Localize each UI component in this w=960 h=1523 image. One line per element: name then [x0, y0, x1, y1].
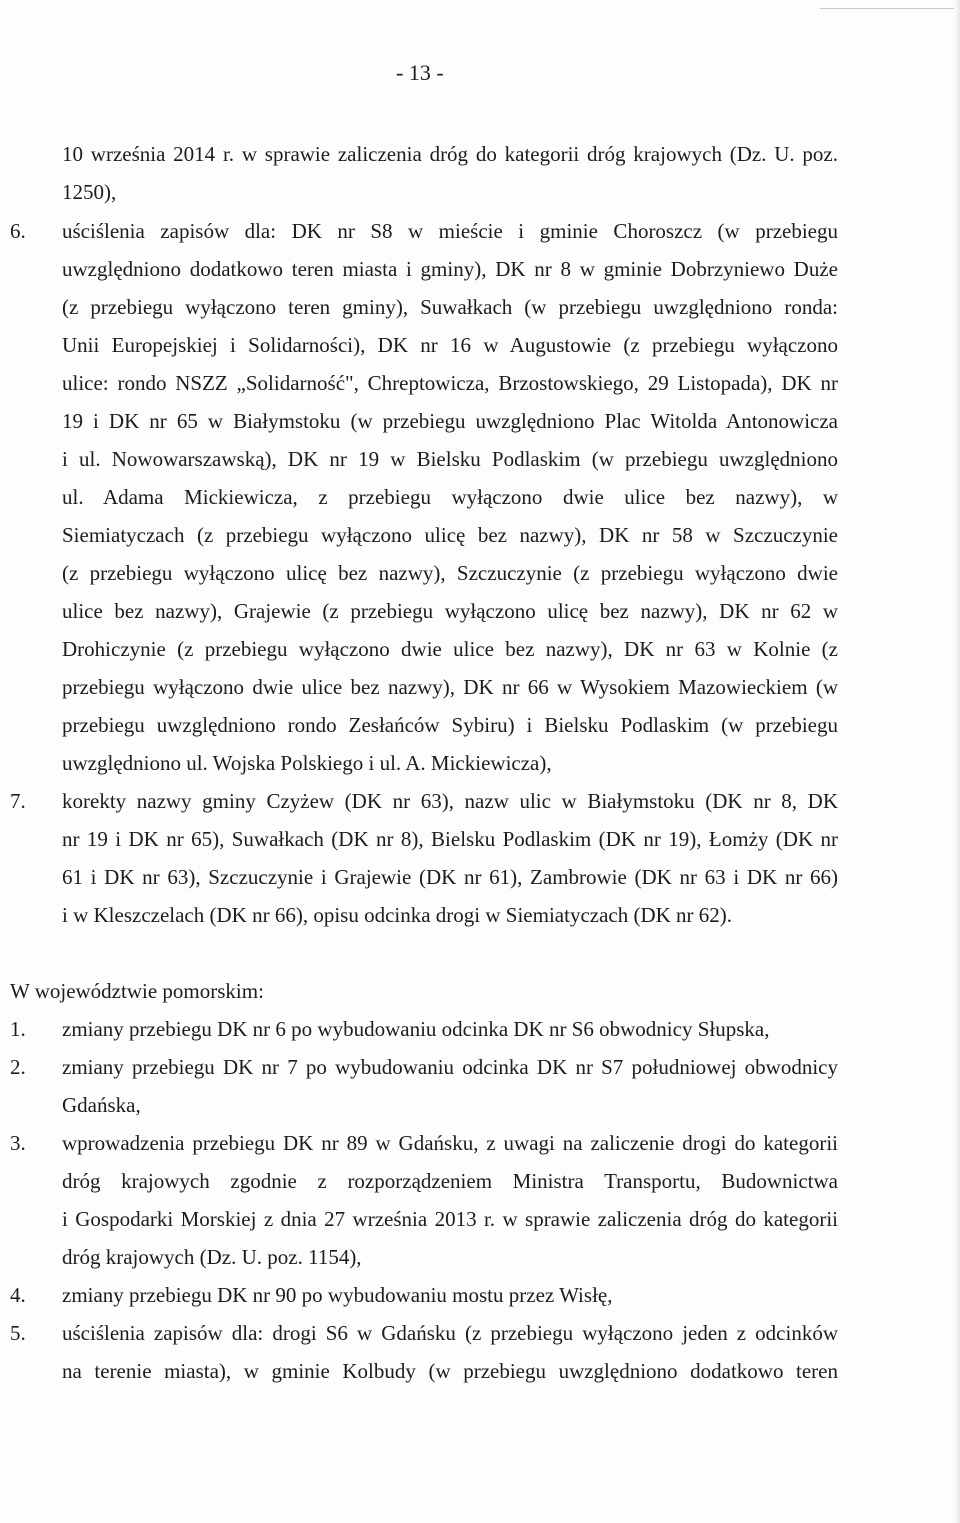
text-line: korekty nazwy gminy Czyżew (DK nr 63), nazw ulic w Białymstoku (DK nr 8, DK — [62, 789, 838, 813]
text-line: ulice: rondo NSZZ „Solidarność", Chreptowicza, Brzostowskiego, 29 Listopada), DK nr — [62, 371, 838, 395]
scan-edge-shadow — [954, 0, 960, 1523]
text-line: Unii Europejskiej i Solidarności), DK nr 16 w Augustowie (z przebiegu wyłączono — [62, 333, 838, 357]
text-line: zmiany przebiegu DK nr 7 po wybudowaniu odcinka DK nr S7 południowej obwodnicy — [62, 1055, 838, 1079]
list-item-number: 1. — [10, 1017, 26, 1041]
list-item-number: 2. — [10, 1055, 26, 1079]
text-line: (z przebiegu wyłączono teren gminy), Suwałkach (w przebiegu uwzględniono ronda: — [62, 295, 838, 319]
top-edge-rule — [820, 8, 960, 9]
text-line: ul. Adama Mickiewicza, z przebiegu wyłączono dwie ulice bez nazwy), w — [62, 485, 838, 509]
text-line: uwzględniono ul. Wojska Polskiego i ul. A. Mickiewicza), — [62, 751, 552, 775]
text-line: przebiegu wyłączono dwie ulice bez nazwy), DK nr 66 w Wysokiem Mazowieckiem (w — [62, 675, 838, 699]
text-line: Drohiczynie (z przebiegu wyłączono dwie ulice bez nazwy), DK nr 63 w Kolnie (z — [62, 637, 838, 661]
text-line: nr 19 i DK nr 65), Suwałkach (DK nr 8), Bielsku Podlaskim (DK nr 19), Łomży (DK nr — [62, 827, 838, 851]
text-line: wprowadzenia przebiegu DK nr 89 w Gdańsku, z uwagi na zaliczenie drogi do kategorii — [62, 1131, 838, 1155]
text-line: 19 i DK nr 65 w Białymstoku (w przebiegu uwzględniono Plac Witolda Antonowicza — [62, 409, 838, 433]
text-line: dróg krajowych zgodnie z rozporządzeniem Ministra Transportu, Budownictwa — [62, 1169, 838, 1193]
text-line: 1250), — [62, 180, 117, 204]
list-item-number: 4. — [10, 1283, 26, 1307]
text-line: i w Kleszczelach (DK nr 66), opisu odcinka drogi w Siemiatyczach (DK nr 62). — [62, 903, 733, 927]
list-item-number: 6. — [10, 219, 26, 243]
text-line: zmiany przebiegu DK nr 90 po wybudowaniu mostu przez Wisłę, — [62, 1283, 613, 1307]
text-line: na terenie miasta), w gminie Kolbudy (w przebiegu uwzględniono dodatkowo teren — [62, 1359, 838, 1383]
text-line: uwzględniono dodatkowo teren miasta i gminy), DK nr 8 w gminie Dobrzyniewo Duże — [62, 257, 838, 281]
text-line: 10 września 2014 r. w sprawie zaliczenia dróg do kategorii dróg krajowych (Dz. U. poz. — [62, 142, 838, 166]
text-line: (z przebiegu wyłączono ulicę bez nazwy), Szczuczynie (z przebiegu wyłączono dwie — [62, 561, 838, 585]
text-line: dróg krajowych (Dz. U. poz. 1154), — [62, 1245, 362, 1269]
text-line: przebiegu uwzględniono rondo Zesłańców Sybiru) i Bielsku Podlaskim (w przebiegu — [62, 713, 838, 737]
text-line: uściślenia zapisów dla: DK nr S8 w mieście i gminie Choroszcz (w przebiegu — [62, 219, 838, 243]
text-line: i Gospodarki Morskiej z dnia 27 września 2013 r. w sprawie zaliczenia dróg do kategorii — [62, 1207, 838, 1231]
page-number: - 13 - — [396, 60, 444, 85]
text-line: Siemiatyczach (z przebiegu wyłączono ulicę bez nazwy), DK nr 58 w Szczuczynie — [62, 523, 838, 547]
list-item-number: 7. — [10, 789, 26, 813]
list-item-number: 5. — [10, 1321, 26, 1345]
text-line: i ul. Nowowarszawską), DK nr 19 w Bielsku Podlaskim (w przebiegu uwzględniono — [62, 447, 838, 471]
text-line: zmiany przebiegu DK nr 6 po wybudowaniu odcinka DK nr S6 obwodnicy Słupska, — [62, 1017, 770, 1041]
text-line: Gdańska, — [62, 1093, 141, 1117]
text-line: ulice bez nazwy), Grajewie (z przebiegu wyłączono ulicę bez nazwy), DK nr 62 w — [62, 599, 838, 623]
text-line: uściślenia zapisów dla: drogi S6 w Gdańsku (z przebiegu wyłączono jeden z odcinków — [62, 1321, 838, 1345]
section-heading: W województwie pomorskim: — [10, 979, 264, 1003]
text-line: 61 i DK nr 63), Szczuczynie i Grajewie (DK nr 61), Zambrowie (DK nr 63 i DK nr 66) — [62, 865, 838, 889]
list-item-number: 3. — [10, 1131, 26, 1155]
